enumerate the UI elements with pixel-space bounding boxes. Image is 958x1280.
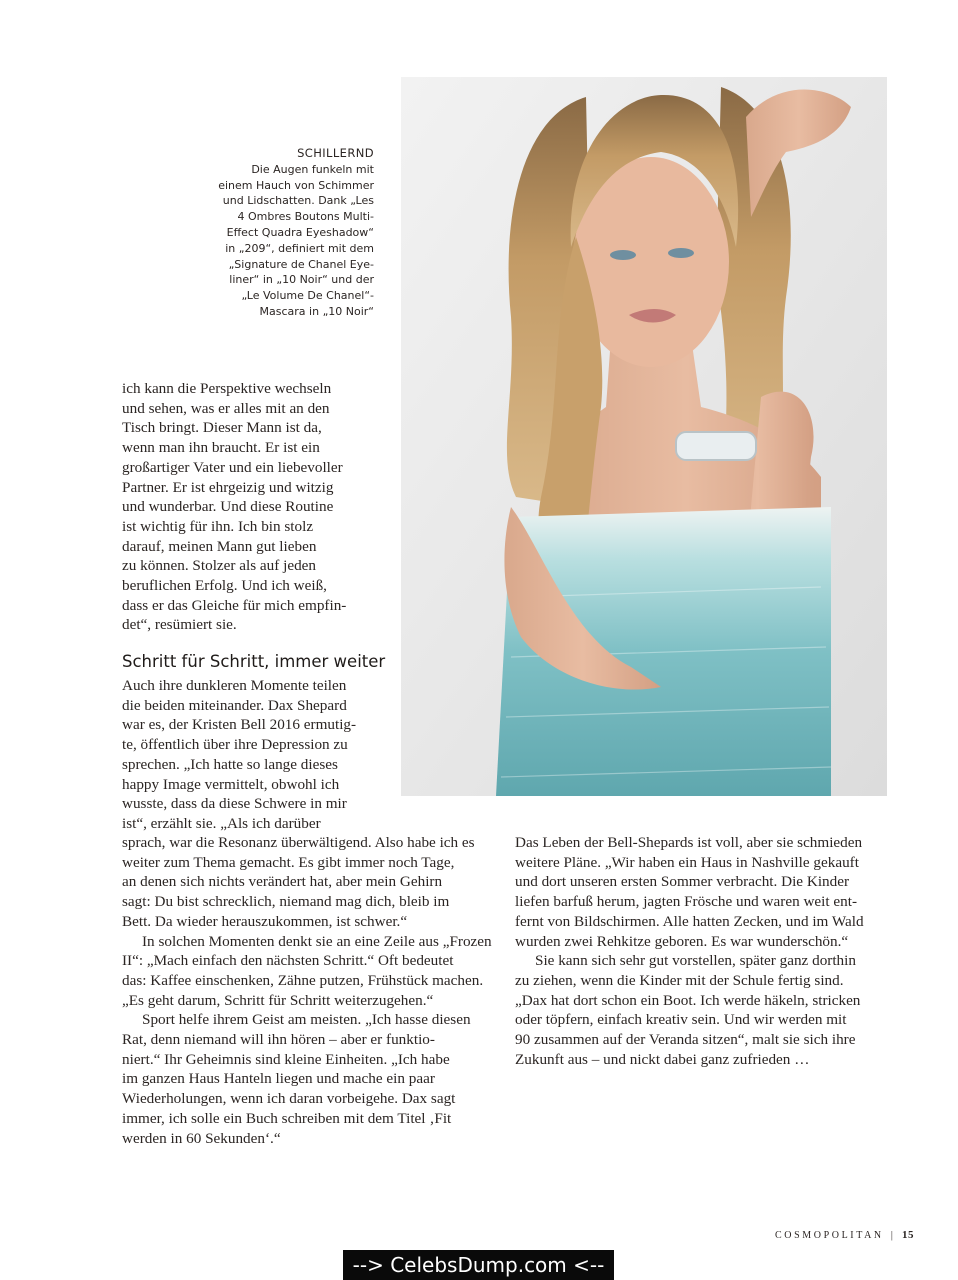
caption-line: Effect Quadra Eyeshadow“ [226, 225, 374, 239]
page-number: 15 [902, 1229, 914, 1241]
text-line: niert.“ Ihr Geheimnis sind kleine Einheiten. „Ich habe [122, 1050, 450, 1068]
footer-separator: | [890, 1230, 893, 1241]
text-line: Auch ihre dunkleren Momente teilen [122, 677, 347, 694]
text-line: zu ziehen, wenn die Kinder mit der Schule fertig sind. [515, 971, 844, 989]
text-line: das: Kaffee einschenken, Zähne putzen, Frühstück machen. [122, 971, 484, 989]
bracelet [676, 432, 756, 460]
text-line: an denen sich nichts verändert hat, aber mein Gehirn [122, 873, 443, 891]
text-line: Sie kann sich sehr gut vorstellen, später ganz dorthin [535, 952, 856, 970]
photo-caption [200, 146, 374, 320]
caption-line: Mascara in „10 Noir“ [259, 304, 374, 318]
text-line: immer, ich solle ein Buch schreiben mit dem Titel ‚Fit [122, 1109, 452, 1127]
text-line: sprechen. „Ich hatte so lange dieses [122, 755, 338, 773]
text-line: „Dax hat dort schon ein Boot. Ich werde häkeln, stricken [515, 991, 861, 1009]
text-line: werden in 60 Sekunden‘.“ [122, 1129, 281, 1147]
portrait-illustration [401, 77, 887, 796]
text-line: In solchen Momenten denkt sie an eine Zeile aus „Frozen [142, 932, 492, 950]
text-line: wusste, dass da diese Schwere in mir [122, 795, 347, 813]
text-line: Rat, denn niemand will ihn hören – aber er funktio- [122, 1031, 435, 1049]
text-line: liefen barfuß herum, jagten Frösche und waren weit ent- [515, 893, 858, 911]
article-column-1-wide [122, 833, 502, 1148]
text-line: sagt: Du bist schrecklich, niemand mag dich, bleib im [122, 893, 450, 911]
text-line: war es, der Kristen Bell 2016 ermutig- [122, 716, 357, 734]
section-subhead: Schritt für Schritt, immer weiter [122, 652, 386, 671]
text-line: beruflichen Erfolg. Und ich weiß, [122, 577, 327, 595]
caption-line: „Le Volume De Chanel“- [241, 289, 374, 303]
text-line: 90 zusammen auf der Veranda sitzen“, malt sie sich ihre [515, 1031, 856, 1049]
text-line: und sehen, was er alles mit an den [122, 399, 330, 417]
caption-line: „Signature de Chanel Eye- [228, 257, 374, 271]
magazine-name: COSMOPOLITAN [775, 1230, 884, 1241]
text-line: oder töpfern, einfach kreativ sein. Und wir werden mit [515, 1011, 847, 1029]
caption-line: liner“ in „10 Noir“ und der [229, 273, 374, 287]
text-line: im ganzen Haus Hanteln liegen und mache ein paar [122, 1070, 435, 1088]
text-line: happy Image vermittelt, obwohl ich [122, 775, 340, 793]
text-line: Zukunft aus – und nickt dabei ganz zufrieden … [515, 1050, 810, 1068]
caption-line: einem Hauch von Schimmer [218, 178, 374, 192]
caption-line: in „209“, definiert mit dem [225, 241, 374, 255]
text-line: ist“, erzählt sie. „Als ich darüber [122, 814, 321, 832]
text-line: Das Leben der Bell-Shepards ist voll, aber sie schmieden [515, 834, 863, 851]
text-line: und dort unseren ersten Sommer verbracht. Die Kinder [515, 873, 850, 891]
caption-line: 4 Ombres Boutons Multi- [237, 210, 374, 224]
text-line: Bett. Da wieder herauszukommen, ist schwer.“ [122, 912, 408, 930]
text-line: die beiden miteinander. Dax Shepard [122, 696, 347, 714]
left-eye [610, 250, 636, 260]
text-line: weitere Pläne. „Wir haben ein Haus in Nashville gekauft [515, 853, 859, 871]
caption-title: SCHILLERND [297, 146, 374, 160]
caption-line: und Lidschatten. Dank „Les [222, 194, 374, 208]
text-line: det“, resümiert sie. [122, 616, 237, 634]
page-footer [775, 1229, 914, 1241]
text-line: Wiederholungen, wenn ich daran vorbeigehe. Dax sagt [122, 1090, 456, 1108]
article-column-1-top [122, 379, 382, 635]
portrait-photo [401, 77, 887, 796]
right-eye [668, 248, 694, 258]
text-line: darauf, meinen Mann gut lieben [122, 537, 317, 555]
text-line: Sport helfe ihrem Geist am meisten. „Ich hasse diesen [142, 1011, 471, 1029]
article-column-1-narrow [122, 676, 372, 834]
text-line: II“: „Mach einfach den nächsten Schritt.“ Oft bedeutet [122, 952, 454, 970]
text-line: fernt von Bildschirmen. Alle hatten Zecken, und im Wald [515, 912, 864, 930]
text-line: und wunderbar. Und diese Routine [122, 498, 334, 516]
text-line: Partner. Er ist ehrgeizig und witzig [122, 478, 334, 496]
article-column-2 [515, 833, 875, 1069]
text-line: weiter zum Thema gemacht. Es gibt immer noch Tage, [122, 853, 455, 871]
text-line: zu können. Stolzer als auf jeden [122, 557, 316, 575]
text-line: ist wichtig für ihn. Ich bin stolz [122, 517, 314, 535]
text-line: „Es geht darum, Schritt für Schritt weiterzugehen.“ [122, 991, 434, 1009]
text-line: sprach, war die Resonanz überwältigend. Also habe ich es [122, 834, 475, 851]
watermark-banner: --> CelebsDump.com <-- [343, 1250, 614, 1280]
caption-line: Die Augen funkeln mit [251, 162, 374, 176]
text-line: wurden zwei Rehkitze geboren. Es war wunderschön.“ [515, 932, 849, 950]
text-line: dass er das Gleiche für mich empfin- [122, 596, 347, 614]
text-line: Tisch bringt. Dieser Mann ist da, [122, 419, 322, 437]
text-line: wenn man ihn braucht. Er ist ein [122, 439, 320, 457]
text-line: te, öffentlich über ihre Depression zu [122, 736, 348, 754]
text-line: ich kann die Perspektive wechseln [122, 380, 332, 397]
text-line: großartiger Vater und ein liebevoller [122, 458, 343, 476]
